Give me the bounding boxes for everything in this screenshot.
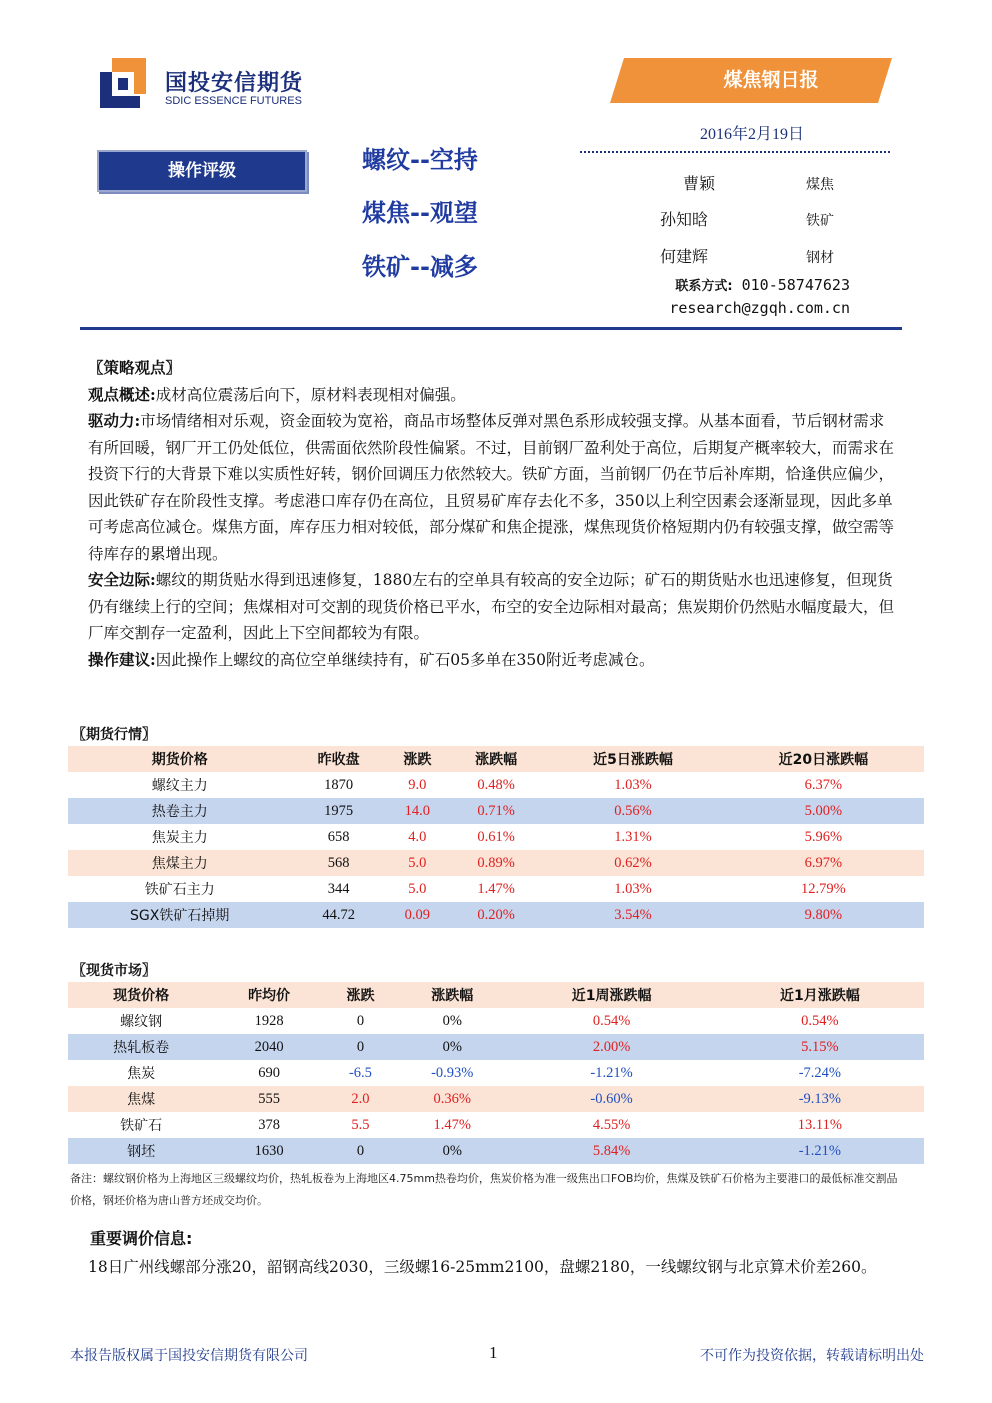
cell-value: 0% [442, 1012, 462, 1029]
price-info-title: 重要调价信息: [90, 1229, 193, 1248]
overview-label: 观点概述: [88, 384, 156, 404]
col-header: 近1周涨跌幅 [507, 982, 715, 1008]
cell-value: -7.24% [798, 1064, 841, 1081]
cell-value: 6.37% [804, 776, 843, 793]
advice-label: 操作建议: [88, 649, 156, 669]
cell-value: 0.89% [449, 850, 543, 876]
cell-value: 13.11% [797, 1116, 842, 1133]
cell-value: 1.47% [433, 1116, 471, 1133]
table-row [68, 1008, 924, 1034]
cell-value: 658 [327, 828, 350, 845]
cell-value: 0.36% [397, 1086, 507, 1112]
cell-name: 焦煤 [68, 1086, 214, 1112]
cell-value: 1975 [291, 798, 385, 824]
advice-paragraph [88, 647, 894, 674]
spot-header-row [68, 982, 924, 1008]
cell-value: 14.0 [386, 798, 449, 824]
cell-value: 690 [258, 1064, 280, 1081]
safety-text: 螺纹的期货贴水得到迅速修复，1880左右的空单具有较高的安全边际；矿石的期货贴水也迅速修复，但现货仍有继续上行的空间；焦煤相对可交割的现货价格已平水，布空的安全边际相对最高；焦炭期价仍然贴水幅度最大，但厂库交割存一定盈利，因此上下空间都较为有限。 [88, 571, 895, 642]
cell-value: 0 [324, 1034, 397, 1060]
table-row [68, 902, 924, 928]
contact-phone: 010-58747623 [741, 276, 850, 294]
futures-title: 〖期货行情〗 [72, 727, 156, 743]
cell-name: SGX铁矿石掉期 [68, 902, 291, 928]
cell-name: 焦炭 [127, 1066, 156, 1082]
cell-name: 焦炭主力 [151, 830, 208, 846]
report-date: 2016年2月19日 [700, 126, 805, 143]
cell-name: 热卷主力 [68, 798, 291, 824]
table-row [68, 824, 924, 850]
cell-value: 0.71% [449, 798, 543, 824]
col-header: 近5日涨跌幅 [543, 746, 722, 772]
col-header: 近20日涨跌幅 [723, 746, 924, 772]
cell-value: 3.54% [543, 902, 722, 928]
cell-value: 12.79% [800, 880, 846, 897]
cell-value: 0.54% [592, 1012, 631, 1029]
col-header: 涨跌 [324, 982, 397, 1008]
cell-value: 0.54% [801, 1012, 839, 1029]
cell-value: 1630 [214, 1138, 324, 1164]
cell-value: 344 [327, 880, 350, 897]
cell-value: 0.20% [449, 902, 543, 928]
cell-name: 热轧板卷 [68, 1034, 214, 1060]
company-name-cn: 国投安信期货 [165, 71, 304, 96]
cell-value: -1.21% [716, 1138, 924, 1164]
cell-name: 铁矿石主力 [144, 882, 215, 898]
driver-label: 驱动力: [88, 411, 141, 430]
futures-header-row [68, 746, 924, 772]
table-row [68, 1138, 924, 1164]
cell-value: 5.96% [804, 828, 843, 845]
cell-value: 2.0 [324, 1086, 397, 1112]
cell-value: 5.15% [716, 1034, 924, 1060]
table-row [68, 798, 924, 824]
cell-value: 1.03% [614, 776, 652, 793]
cell-name: 钢坯 [68, 1138, 214, 1164]
cell-value: 44.72 [291, 902, 385, 928]
col-header: 昨收盘 [291, 746, 385, 772]
report-type-label: 煤焦钢日报 [723, 69, 819, 91]
rating-rebar: 螺纹--空持 [362, 146, 478, 174]
rating-box: 操作评级 [97, 150, 307, 192]
overview-text: 成材高位震荡后向下，原材料表现相对偏强。 [155, 385, 466, 404]
cell-value: 6.97% [723, 850, 924, 876]
cell-value: 0 [324, 1138, 397, 1164]
company-logo-mark [100, 58, 156, 108]
table-row [68, 1112, 924, 1138]
contact-email[interactable]: research@zgqh.com.cn [669, 299, 850, 317]
driver-paragraph [88, 408, 894, 567]
cell-name: 焦煤主力 [68, 850, 291, 876]
cell-name: 螺纹钢 [120, 1014, 163, 1030]
cell-value: -1.21% [590, 1064, 633, 1081]
table-row [68, 1086, 924, 1112]
col-header: 昨均价 [214, 982, 324, 1008]
cell-value: 5.0 [408, 880, 427, 897]
col-header: 涨跌 [386, 746, 449, 772]
cell-value: 0 [356, 1012, 365, 1029]
rating-iron-ore: 铁矿--减多 [362, 253, 478, 281]
driver-text: 市场情绪相对乐观，资金面较为宽裕，商品市场整体反弹对黑色系形成较强支撑。从基本面看，节后钢材需求有所回暖，钢厂开工仍处低位，供需面依然阶段性偏紧。不过，目前钢厂盈利处于高位，后期复产概率较大，而需求在投资下行的大背景下难以实质性好转，钢价回调压力依然较大。铁矿方面，当前钢厂仍在节后补库期，恰逢供应偏少，因此铁矿存在阶段性支撑。考虑港口库存仍在高位，且贸易矿库存去化不多，350以上利空因素会逐渐显现，因此多单可考虑高位减仓。煤焦方面，库存压力相对较低，部分煤矿和焦企提涨，煤焦现货价格短期内仍有较强支撑，做空需等待库存的累增出现。 [88, 412, 895, 563]
rating-coking: 煤焦--观望 [362, 199, 478, 227]
cell-value: 568 [291, 850, 385, 876]
cell-name: 螺纹主力 [151, 778, 208, 794]
analyst-name: 曹颖 [683, 174, 716, 193]
cell-value: 9.80% [723, 902, 924, 928]
safety-paragraph [88, 567, 894, 647]
cell-value: 0.62% [543, 850, 722, 876]
analyst-sector: 煤焦 [806, 177, 834, 193]
contact-phone-line [675, 275, 850, 294]
cell-value: 0.61% [477, 828, 515, 845]
footer-disclaimer: 不可作为投资依据，转载请标明出处 [700, 1348, 924, 1364]
advice-text: 因此操作上螺纹的高位空单继续持有，矿石05多单在350附近考虑减仓。 [155, 650, 655, 669]
company-name-en: SDIC ESSENCE FUTURES [165, 95, 302, 107]
spot-table [68, 982, 924, 1164]
table-row [68, 850, 924, 876]
analyst-name: 何建辉 [660, 247, 709, 266]
cell-value: -6.5 [348, 1064, 372, 1081]
cell-value: 4.55% [592, 1116, 631, 1133]
cell-value: -0.93% [431, 1064, 474, 1081]
spot-title: 〖现货市场〗 [72, 963, 156, 979]
cell-value: 2.00% [507, 1034, 715, 1060]
col-header: 现货价格 [68, 982, 214, 1008]
price-info-text: 18日广州线螺部分涨20，韶钢高线2030，三级螺16-25mm2100，盘螺2180，一线螺纹钢与北京算术价差260。 [88, 1258, 877, 1276]
cell-name: 铁矿石 [120, 1118, 163, 1134]
col-header: 近1月涨跌幅 [716, 982, 924, 1008]
analyst-name: 孙知晗 [660, 210, 709, 229]
cell-value: 0% [397, 1034, 507, 1060]
table-row [68, 876, 924, 902]
cell-value: 5.0 [386, 850, 449, 876]
cell-value: 2040 [214, 1034, 324, 1060]
cell-value: 555 [214, 1086, 324, 1112]
page-number: 1 [489, 1343, 498, 1362]
cell-value: -9.13% [716, 1086, 924, 1112]
strategy-title: 〖策略观点〗 [88, 358, 182, 377]
report-type-banner [610, 58, 892, 103]
col-header: 涨跌幅 [397, 982, 507, 1008]
cell-value: 5.5 [351, 1116, 370, 1133]
analyst-sector: 钢材 [806, 250, 834, 266]
cell-value: -0.60% [507, 1086, 715, 1112]
table-row [68, 1060, 924, 1086]
cell-value: 0.09 [386, 902, 449, 928]
contact-label: 联系方式: [675, 279, 733, 294]
cell-value: 1.31% [614, 828, 652, 845]
cell-value: 1.47% [477, 880, 515, 897]
overview-paragraph [88, 382, 894, 409]
cell-value: 5.00% [723, 798, 924, 824]
col-header: 涨跌幅 [449, 746, 543, 772]
cell-value: 5.84% [507, 1138, 715, 1164]
cell-value: 9.0 [408, 776, 427, 793]
footer-copyright: 本报告版权属于国投安信期货有限公司 [70, 1348, 308, 1364]
strategy-section [88, 355, 894, 673]
cell-value: 4.0 [408, 828, 427, 845]
cell-value: 378 [258, 1116, 280, 1133]
safety-label: 安全边际: [88, 570, 156, 589]
cell-value: 1928 [254, 1012, 284, 1029]
futures-table [68, 746, 924, 928]
cell-value: 0.48% [477, 776, 515, 793]
table-row [68, 1034, 924, 1060]
col-header: 期货价格 [68, 746, 291, 772]
analyst-sector: 铁矿 [806, 213, 834, 229]
cell-value: 0% [397, 1138, 507, 1164]
cell-value: 1.03% [614, 880, 652, 897]
date-divider [580, 151, 890, 153]
cell-value: 1870 [324, 776, 354, 793]
table-note: 备注：螺纹钢价格为上海地区三级螺纹均价，热轧板卷为上海地区4.75mm热卷均价，焦炭价格为准一级焦出口FOB均价，焦煤及铁矿石价格为主要港口的最低标准交割品价格，钢坯价格为唐山普方坯成交均价。 [70, 1172, 898, 1207]
table-row [68, 772, 924, 798]
cell-value: 0.56% [543, 798, 722, 824]
header-divider [80, 327, 902, 330]
